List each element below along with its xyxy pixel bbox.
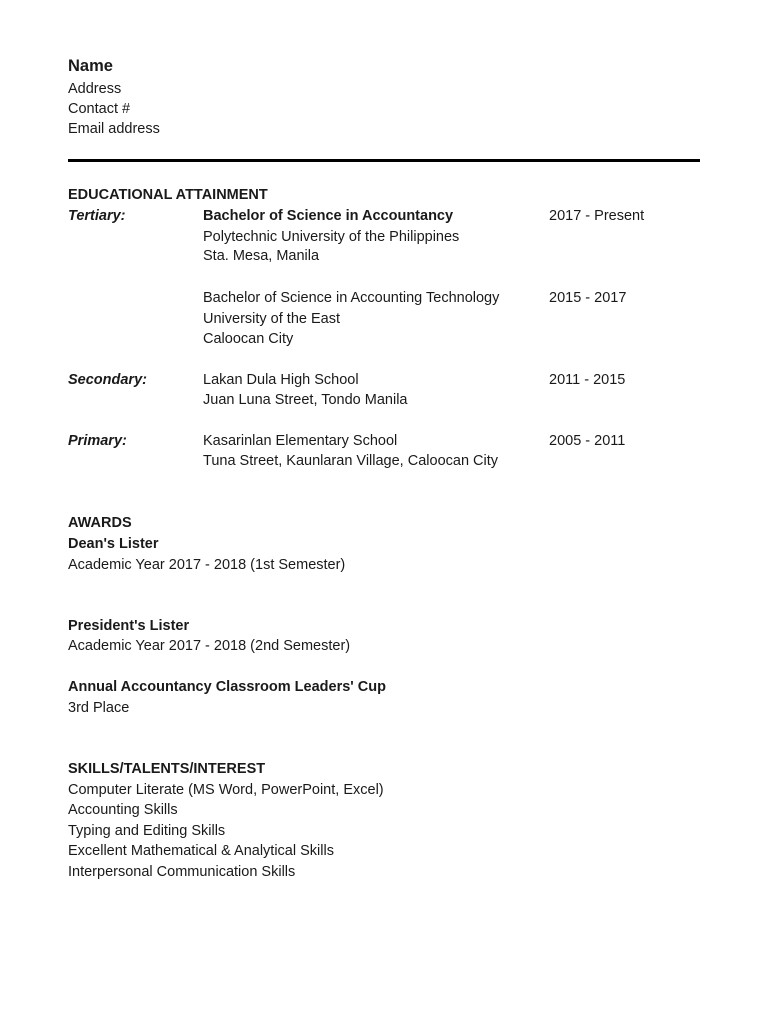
skill-item: Computer Literate (MS Word, PowerPoint, Excel) (68, 782, 384, 798)
secondary-label: Secondary: (68, 372, 147, 388)
award-detail-3: 3rd Place (68, 700, 130, 716)
tertiary-location-2: Caloocan City (203, 331, 294, 347)
applicant-name: Name (68, 57, 113, 75)
tertiary-school-1: Polytechnic University of the Philippines (203, 229, 460, 245)
secondary-location: Juan Luna Street, Tondo Manila (203, 392, 408, 408)
applicant-contact: Contact # (68, 101, 131, 117)
tertiary-years-1: 2017 - Present (549, 208, 645, 224)
tertiary-years-2: 2015 - 2017 (549, 290, 627, 306)
tertiary-degree-2: Bachelor of Science in Accounting Technology (203, 290, 500, 306)
education-heading: EDUCATIONAL ATTAINMENT (68, 187, 268, 203)
awards-heading: AWARDS (68, 515, 132, 531)
primary-label: Primary: (68, 433, 127, 449)
tertiary-label: Tertiary: (68, 208, 126, 224)
secondary-years: 2011 - 2015 (549, 372, 626, 388)
primary-years: 2005 - 2011 (549, 433, 626, 449)
skill-item: Excellent Mathematical & Analytical Skills (68, 843, 334, 859)
award-detail-1: Academic Year 2017 - 2018 (1st Semester) (68, 557, 346, 573)
primary-school: Kasarinlan Elementary School (203, 433, 398, 449)
award-detail-2: Academic Year 2017 - 2018 (2nd Semester) (68, 638, 351, 654)
skill-item: Accounting Skills (68, 802, 178, 818)
secondary-school: Lakan Dula High School (203, 372, 359, 388)
tertiary-location-1: Sta. Mesa, Manila (203, 248, 320, 264)
skill-item: Typing and Editing Skills (68, 823, 226, 839)
primary-location: Tuna Street, Kaunlaran Village, Caloocan City (203, 453, 499, 469)
skills-heading: SKILLS/TALENTS/INTEREST (68, 761, 266, 777)
award-title-1: Dean's Lister (68, 536, 159, 552)
skill-item: Interpersonal Communication Skills (68, 864, 296, 880)
applicant-email: Email address (68, 121, 160, 137)
award-title-3: Annual Accountancy Classroom Leaders' Cup (68, 679, 386, 695)
header-divider (68, 159, 700, 162)
tertiary-school-2: University of the East (203, 311, 340, 327)
applicant-address: Address (68, 81, 122, 97)
award-title-2: President's Lister (68, 618, 190, 634)
tertiary-degree-1: Bachelor of Science in Accountancy (203, 208, 454, 224)
